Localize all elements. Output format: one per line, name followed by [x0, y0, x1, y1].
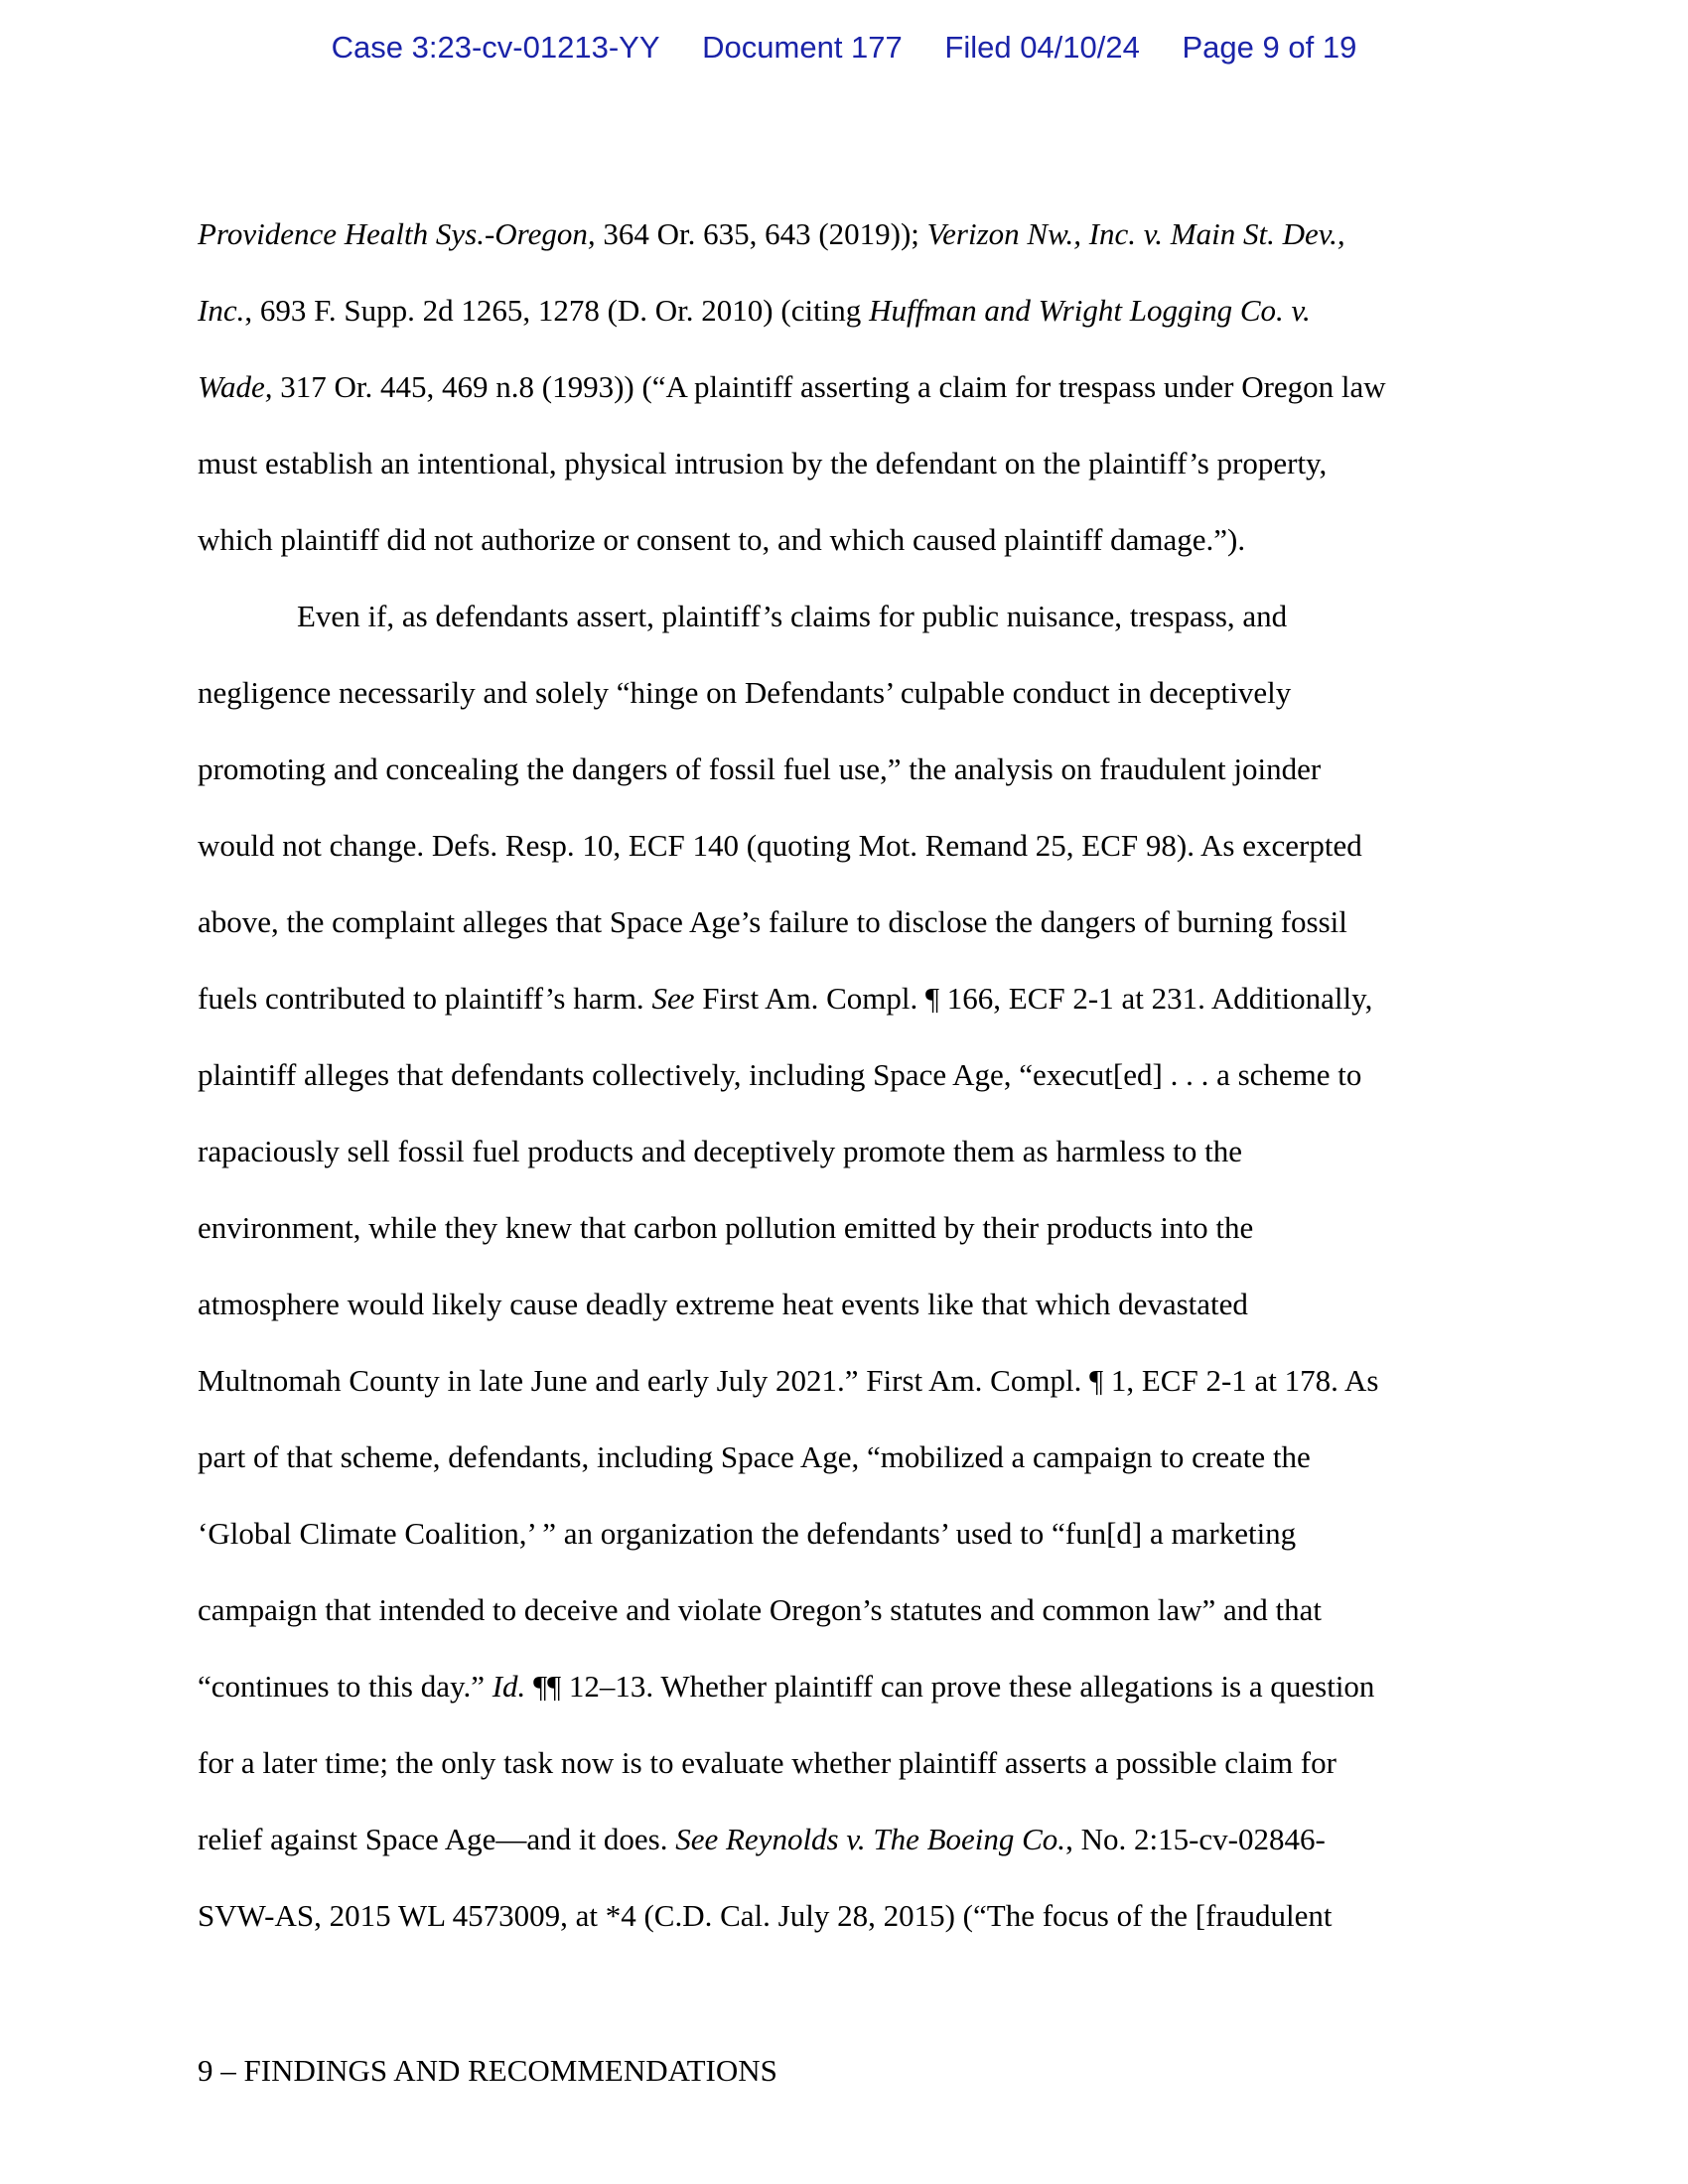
ecf-header-stamp	[0, 30, 1688, 66]
text-segment: environment, while they knew that carbon pollution emitted by their products into the	[198, 1210, 1254, 1245]
text-segment: “continues to this day.”	[198, 1669, 492, 1704]
text-segment: ‘Global Climate Coalition,’ ” an organization the defendants’ used to “fun[d] a marketing	[198, 1516, 1297, 1551]
text-segment: part of that scheme, defendants, including Space Age, “mobilized a campaign to create the	[198, 1439, 1311, 1474]
italic-citation: Id.	[492, 1669, 526, 1704]
text-line	[198, 1877, 1498, 1954]
text-segment: for a later time; the only task now is to evaluate whether plaintiff asserts a possible claim for	[198, 1745, 1336, 1780]
text-line	[198, 348, 1498, 425]
text-line	[198, 1419, 1498, 1495]
text-segment: , No. 2:15-cv-02846-	[1065, 1822, 1326, 1856]
document-number: Document 177	[702, 30, 903, 65]
text-line	[198, 1571, 1498, 1648]
text-line	[198, 1801, 1498, 1877]
text-line	[198, 884, 1498, 960]
text-line	[198, 1648, 1498, 1724]
italic-citation: Providence Health Sys.-Oregon,	[198, 216, 596, 251]
page-footer: 9 – FINDINGS AND RECOMMENDATIONS	[198, 2053, 777, 2088]
text-segment: above, the complaint alleges that Space Age’s failure to disclose the dangers of burning fossil	[198, 904, 1347, 939]
text-segment: atmosphere would likely cause deadly extreme heat events like that which devastated	[198, 1287, 1248, 1321]
case-number: Case 3:23-cv-01213-YY	[331, 30, 660, 65]
text-segment: relief against Space Age—and it does.	[198, 1822, 676, 1856]
body-text	[198, 196, 1498, 1954]
text-segment: negligence necessarily and solely “hinge on Defendants’ culpable conduct in deceptively	[198, 675, 1292, 710]
text-line	[198, 196, 1498, 272]
text-segment: ¶¶ 12–13. Whether plaintiff can prove these allegations is a question	[525, 1669, 1375, 1704]
text-line	[198, 1113, 1498, 1189]
text-segment: promoting and concealing the dangers of fossil fuel use,” the analysis on fraudulent joinder	[198, 751, 1322, 786]
text-segment: First Am. Compl. ¶ 166, ECF 2-1 at 231. Additionally,	[694, 981, 1373, 1016]
text-line	[198, 1724, 1498, 1801]
italic-citation: See	[651, 981, 695, 1016]
text-segment: fuels contributed to plaintiff’s harm.	[198, 981, 652, 1016]
italic-citation: Wade,	[198, 369, 273, 404]
text-segment: 364 Or. 635, 643 (2019));	[595, 216, 927, 251]
text-segment: SVW-AS, 2015 WL 4573009, at *4 (C.D. Cal. July 28, 2015) (“The focus of the [fraudulent	[198, 1898, 1333, 1933]
text-segment: must establish an intentional, physical intrusion by the defendant on the plaintiff’s property,	[198, 446, 1328, 480]
text-line	[198, 501, 1498, 578]
text-line	[198, 960, 1498, 1036]
text-line	[198, 1036, 1498, 1113]
italic-citation: Inc.	[198, 293, 245, 328]
text-line	[198, 731, 1498, 807]
text-segment: rapaciously sell fossil fuel products and deceptively promote them as harmless to the	[198, 1134, 1243, 1168]
text-segment: plaintiff alleges that defendants collectively, including Space Age, “execut[ed] . . . a scheme to	[198, 1057, 1362, 1092]
text-line	[198, 1189, 1498, 1266]
text-line	[198, 578, 1498, 654]
text-line	[198, 1342, 1498, 1419]
text-line	[198, 1266, 1498, 1342]
italic-citation: See Reynolds v. The Boeing Co.	[675, 1822, 1066, 1856]
text-line	[198, 807, 1498, 884]
text-line	[198, 272, 1498, 348]
italic-citation: Huffman and Wright Logging Co. v.	[869, 293, 1311, 328]
text-segment: 317 Or. 445, 469 n.8 (1993)) (“A plaintiff asserting a claim for trespass under Oregon law	[272, 369, 1386, 404]
text-segment: Even if, as defendants assert, plaintiff’s claims for public nuisance, trespass, and	[297, 599, 1288, 633]
text-segment: which plaintiff did not authorize or consent to, and which caused plaintiff damage.”).	[198, 522, 1246, 557]
text-line	[198, 1495, 1498, 1571]
text-segment: campaign that intended to deceive and violate Oregon’s statutes and common law” and that	[198, 1592, 1322, 1627]
filed-date: Filed 04/10/24	[944, 30, 1140, 65]
page-number: Page 9 of 19	[1182, 30, 1357, 65]
text-line	[198, 425, 1498, 501]
text-segment: , 693 F. Supp. 2d 1265, 1278 (D. Or. 2010) (citing	[244, 293, 870, 328]
text-segment: Multnomah County in late June and early July 2021.” First Am. Compl. ¶ 1, ECF 2-1 at 178. As	[198, 1363, 1379, 1398]
text-segment: would not change. Defs. Resp. 10, ECF 140 (quoting Mot. Remand 25, ECF 98). As excerpted	[198, 828, 1362, 863]
italic-citation: Verizon Nw., Inc. v. Main St. Dev.,	[926, 216, 1345, 251]
text-line	[198, 654, 1498, 731]
